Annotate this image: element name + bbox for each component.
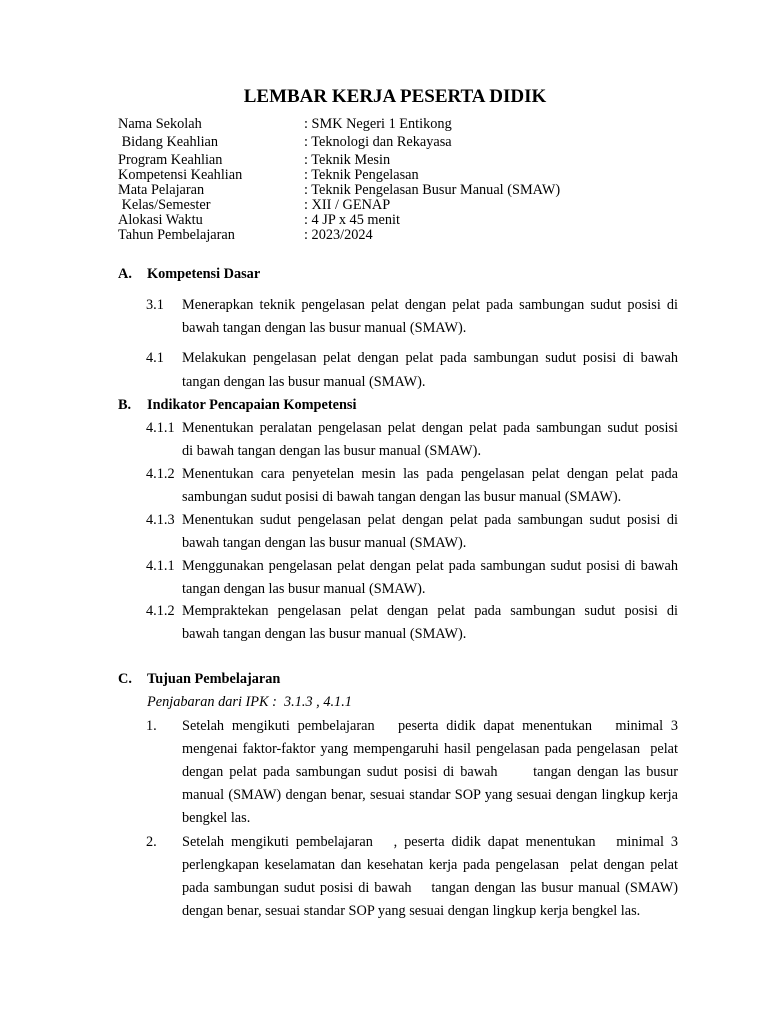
identity-value: : 2023/2024 — [304, 227, 373, 243]
item-text-line: bawah tangan dengan las busur manual (SMAW). — [182, 320, 467, 336]
item-text-line: Melakukan pengelasan pelat dengan pelat pada sambungan sudut posisi di bawah — [182, 350, 678, 366]
identity-value: : Teknik Mesin — [304, 152, 391, 168]
item-number: 1. — [146, 718, 157, 734]
item-text-line: Menentukan cara penyetelan mesin las pada pengelasan pelat dengan pelat pada — [182, 466, 678, 482]
item-number: 4.1.2 — [146, 603, 175, 619]
section-letter: B. — [118, 397, 132, 413]
identity-label: Program Keahlian — [118, 152, 223, 168]
item-text-line: dengan benar, sesuai standar SOP yang sesuai dengan lingkup kerja bengkel las. — [182, 903, 641, 919]
identity-value: : Teknologi dan Rekayasa — [304, 134, 452, 150]
identity-label: Kelas/Semester — [118, 197, 211, 213]
identity-value: : 4 JP x 45 menit — [304, 212, 400, 228]
item-number: 4.1.3 — [146, 512, 175, 528]
identity-value: : Teknik Pengelasan Busur Manual (SMAW) — [304, 182, 561, 198]
identity-label: Alokasi Waktu — [118, 212, 203, 228]
identity-label: Bidang Keahlian — [118, 134, 219, 150]
item-text-line: bawah tangan dengan las busur manual (SMAW). — [182, 535, 467, 551]
section-letter: C. — [118, 671, 132, 687]
item-text-line: bengkel las. — [182, 810, 251, 826]
section-subtitle: Penjabaran dari IPK : 3.1.3 , 4.1.1 — [147, 694, 352, 710]
identity-value: : Teknik Pengelasan — [304, 167, 419, 183]
item-text-line: di bawah tangan dengan las busur manual (SMAW). — [182, 443, 482, 459]
identity-value: : XII / GENAP — [304, 197, 391, 213]
item-text-line: Menerapkan teknik pengelasan pelat dengan pelat pada sambungan sudut posisi di — [182, 297, 678, 313]
section-title: Indikator Pencapaian Kompetensi — [147, 397, 357, 413]
item-text-line: Menentukan sudut pengelasan pelat dengan pelat pada sambungan sudut posisi di — [182, 512, 678, 528]
item-number: 3.1 — [146, 297, 164, 313]
identity-label: Nama Sekolah — [118, 116, 202, 132]
item-number: 4.1 — [146, 350, 164, 366]
item-text-line: Setelah mengikuti pembelajaran , peserta didik dapat menentukan minimal 3 — [182, 834, 678, 850]
item-text-line: tangan dengan las busur manual (SMAW). — [182, 374, 426, 390]
item-text-line: tangan dengan las busur manual (SMAW). — [182, 581, 426, 597]
identity-label: Kompetensi Keahlian — [118, 167, 243, 183]
item-text-line: Menentukan peralatan pengelasan pelat dengan pelat pada sambungan sudut posisi — [182, 420, 678, 436]
document-title: LEMBAR KERJA PESERTA DIDIK — [243, 86, 547, 107]
item-number: 4.1.1 — [146, 420, 175, 436]
item-text-line: bawah tangan dengan las busur manual (SMAW). — [182, 626, 467, 642]
section-title: Kompetensi Dasar — [147, 266, 261, 282]
item-text-line: pada sambungan sudut posisi di bawah tangan dengan las busur manual (SMAW) — [182, 880, 678, 896]
item-text-line: mengenai faktor-faktor yang mempengaruhi hasil pengelasan pada pengelasan pelat — [182, 741, 678, 757]
item-number: 2. — [146, 834, 157, 850]
item-text-line: Menggunakan pengelasan pelat dengan pelat pada sambungan sudut posisi di bawah — [182, 558, 678, 574]
identity-value: : SMK Negeri 1 Entikong — [304, 116, 452, 132]
item-number: 4.1.1 — [146, 558, 175, 574]
item-text-line: dengan pelat pada sambungan sudut posisi di bawah tangan dengan las busur — [182, 764, 678, 780]
item-text-line: Mempraktekan pengelasan pelat dengan pelat pada sambungan sudut posisi di — [182, 603, 678, 619]
item-text-line: manual (SMAW) dengan benar, sesuai standar SOP yang sesuai dengan lingkup kerja — [182, 787, 678, 803]
item-number: 4.1.2 — [146, 466, 175, 482]
section-title: Tujuan Pembelajaran — [147, 671, 281, 687]
identity-label: Mata Pelajaran — [118, 182, 205, 198]
item-text-line: sambungan sudut posisi di bawah tangan dengan las busur manual (SMAW). — [182, 489, 622, 505]
section-letter: A. — [118, 266, 132, 282]
identity-label: Tahun Pembelajaran — [118, 227, 235, 243]
item-text-line: Setelah mengikuti pembelajaran peserta didik dapat menentukan minimal 3 — [182, 718, 678, 734]
item-text-line: perlengkapan keselamatan dan kesehatan kerja pada pengelasan pelat dengan pelat — [182, 857, 678, 873]
